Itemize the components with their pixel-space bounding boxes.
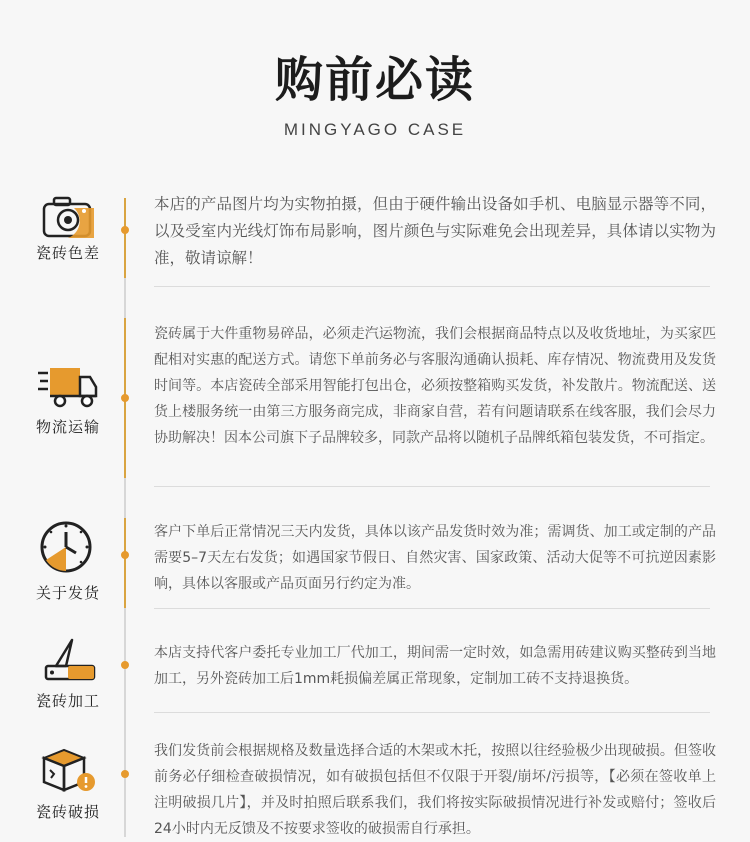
timeline-dot xyxy=(121,661,129,669)
section-label-damage: 瓷砖破损 xyxy=(35,803,100,821)
section-text-shipping: 客户下单后正常情况三天内发货，具体以该产品发货时效为准；需调货、加工或定制的产品需要5–7天左右发货；如遇国家节假日、自然灾害、国家政策、活动大促等不可抗逆因素影响，具体以客服或产品页面另行约定为准。 xyxy=(154,524,716,592)
page-title: 购前必读 xyxy=(274,52,475,108)
truck-icon xyxy=(38,363,98,413)
timeline-dot xyxy=(121,770,129,778)
camera-icon xyxy=(38,194,98,244)
divider xyxy=(154,486,710,487)
timeline-dot xyxy=(121,551,129,559)
section-text-processing: 本店支持代客户委托专业加工厂代加工，期间需一定时效，如急需用砖建议购买整砖到当地加工，另外瓷砖加工后1mm耗损偏差属正常现象，定制加工砖不支持退换货。 xyxy=(154,645,716,687)
timeline-segment xyxy=(124,608,126,837)
divider xyxy=(154,286,710,287)
timeline-dot xyxy=(121,226,129,234)
divider xyxy=(154,712,710,713)
section-text-damage: 我们发货前会根据规格及数量选择合适的木架或木托，按照以往经验极少出现破损。但签收前务必仔细检查破损情况，如有破损包括但不仅限于开裂/崩坏/污损等，【必须在签收单上注明破损几片】，并及时拍照后联系我们，我们将按实际破损情况进行补发或赔付；签收后24小时内无反馈及不按要求签收的破损需自行承担。 xyxy=(154,743,716,837)
divider xyxy=(154,608,710,609)
damaged-box-icon xyxy=(38,744,98,794)
section-label-color: 瓷砖色差 xyxy=(35,244,100,262)
timeline-segment xyxy=(124,198,126,278)
timeline-dot xyxy=(121,394,129,402)
clock-icon xyxy=(38,520,98,576)
page-subtitle: MINGYAGO CASE xyxy=(283,120,467,139)
section-label-processing: 瓷砖加工 xyxy=(35,692,100,710)
timeline-segment xyxy=(124,518,126,608)
timeline-segment xyxy=(124,278,126,318)
section-label-logistics: 物流运输 xyxy=(35,418,100,436)
knife-icon xyxy=(38,636,98,686)
timeline-segment xyxy=(124,478,126,518)
section-text-logistics: 瓷砖属于大件重物易碎品，必须走汽运物流，我们会根据商品特点以及收货地址，为买家匹配相对实惠的配送方式。请您下单前务必与客服沟通确认损耗、库存情况、物流费用及发货时间等。本店瓷砖全部采用智能打包出仓，必须按整箱购买发货，补发散片。物流配送、送货上楼服务统一由第三方服务商完成，非商家自营，若有问题请联系在线客服，我们会尽力协助解决！因本公司旗下子品牌较多，同款产品将以随机子品牌纸箱包装发货，不可指定。 xyxy=(154,326,716,446)
section-text-color: 本店的产品图片均为实物拍摄，但由于硬件输出设备如手机、电脑显示器等不同，以及受室内光线灯饰布局影响，图片颜色与实际难免会出现差异，具体请以实物为准，敬请谅解！ xyxy=(154,195,716,267)
section-label-shipping: 关于发货 xyxy=(35,584,100,602)
